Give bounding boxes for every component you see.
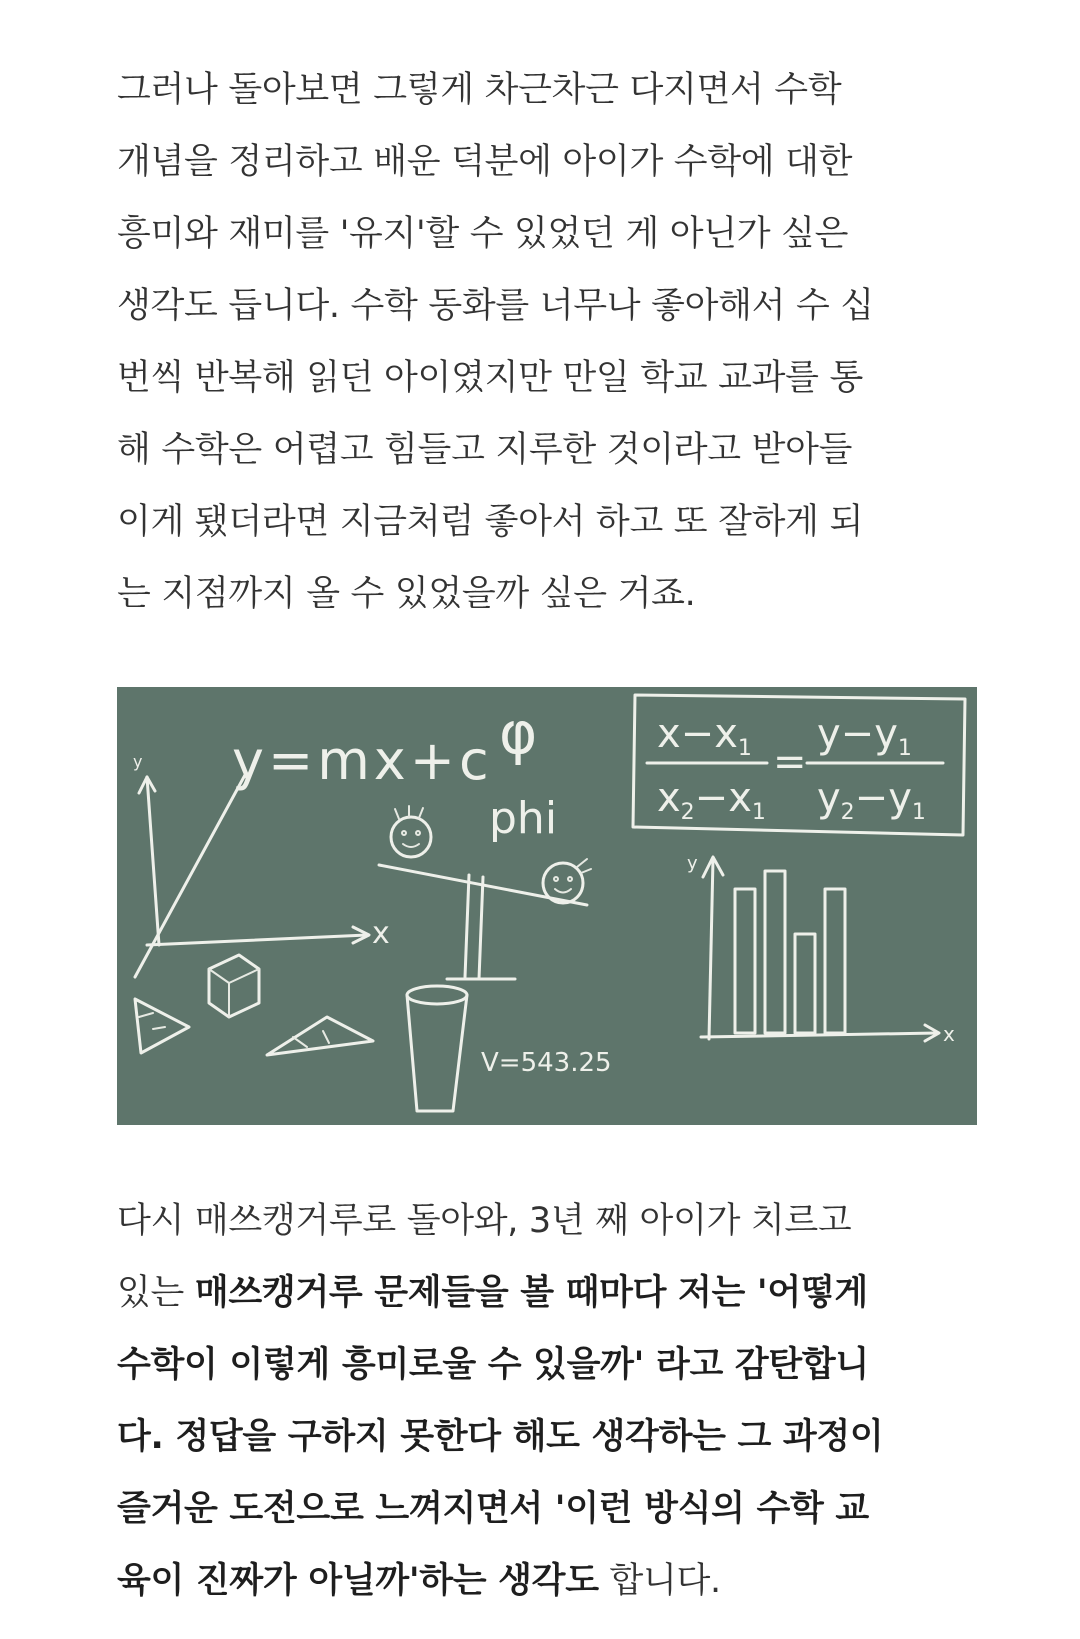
paragraph-line — [117, 1473, 977, 1545]
paragraph-line: 이게 됐더라면 지금처럼 좋아서 하고 또 잘하게 되 — [117, 502, 863, 542]
formula-denominator-right: $y_2-y_1$ — [817, 775, 926, 825]
paragraph-line: 개념을 정리하고 배운 덕분에 아이가 수학에 대한 — [117, 142, 853, 182]
bar-chart-doodle — [687, 853, 955, 1046]
paragraph-line: 는 지점까지 올 수 있었을까 싶은 거죠. — [117, 574, 696, 614]
chalk-bar — [825, 889, 845, 1033]
paragraph-line: 그러나 돌아보면 그렇게 차근차근 다지면서 수학 — [117, 70, 842, 110]
plain-text: 합니다. — [598, 1561, 721, 1601]
paragraph-line — [117, 1329, 977, 1401]
bold-text: 다. 정답을 구하지 못한다 해도 생각하는 그 과정이 — [117, 1417, 884, 1457]
geometric-shapes — [135, 955, 373, 1055]
paragraph-line — [117, 1545, 977, 1617]
paragraph-line: 다시 매쓰캥거루로 돌아와, 3년 째 아이가 치르고 — [117, 1201, 852, 1241]
axis-x-label-right: x — [943, 1022, 955, 1046]
axis-x-label-left: x — [372, 916, 390, 951]
chalk-bar — [795, 934, 815, 1033]
two-point-formula — [633, 695, 965, 835]
bold-text: 육이 진짜가 아닐까'하는 생각도 — [117, 1561, 599, 1601]
bold-text: 수학이 이렇게 흥미로울 수 있을까' 라고 감탄합니 — [117, 1345, 869, 1385]
bold-text: 즐거운 도전으로 느껴지면서 '이런 방식의 수학 교 — [117, 1489, 869, 1529]
chalk-bar — [765, 871, 785, 1033]
phi-word: phi — [489, 793, 558, 844]
plain-text: 있는 — [117, 1273, 195, 1313]
chalkboard-image — [117, 687, 977, 1125]
paragraph-line — [117, 1257, 977, 1329]
paragraph-kangaroo — [117, 1185, 977, 1617]
formula-numerator-right: $y-y_1$ — [817, 711, 912, 761]
chalkboard-illustration — [117, 687, 977, 1125]
formula-denominator-left: $x_2-x_1$ — [657, 775, 766, 825]
chalk-bar — [735, 889, 755, 1033]
seesaw-drawing — [379, 806, 591, 979]
paragraph-line: 번씩 반복해 읽던 아이였지만 만일 학교 교과를 통 — [117, 358, 863, 398]
bold-text: 매쓰캥거루 문제들을 볼 때마다 저는 '어떻게 — [194, 1273, 868, 1313]
formula-numerator-left: $x-x_1$ — [657, 711, 752, 761]
cup-drawing — [407, 986, 467, 1111]
paragraph-line — [117, 1401, 977, 1473]
paragraph-intro — [117, 54, 977, 630]
paragraph-line: 해 수학은 어렵고 힘들고 지루한 것이라고 받아들 — [117, 430, 853, 470]
axis-y-label-left: y — [133, 752, 143, 771]
bar-group — [735, 871, 845, 1033]
paragraph-line: 생각도 듭니다. 수학 동화를 너무나 좋아해서 수 십 — [117, 286, 874, 326]
paragraph-line: 흥미와 재미를 '유지'할 수 있었던 게 아닌가 싶은 — [117, 214, 849, 254]
phi-symbol: φ — [499, 699, 538, 767]
axis-y-label-right: y — [687, 853, 698, 874]
linear-equation: y=mx+c — [232, 729, 493, 792]
formula-equals: = — [773, 739, 807, 785]
volume-label: V=543.25 — [481, 1048, 612, 1078]
